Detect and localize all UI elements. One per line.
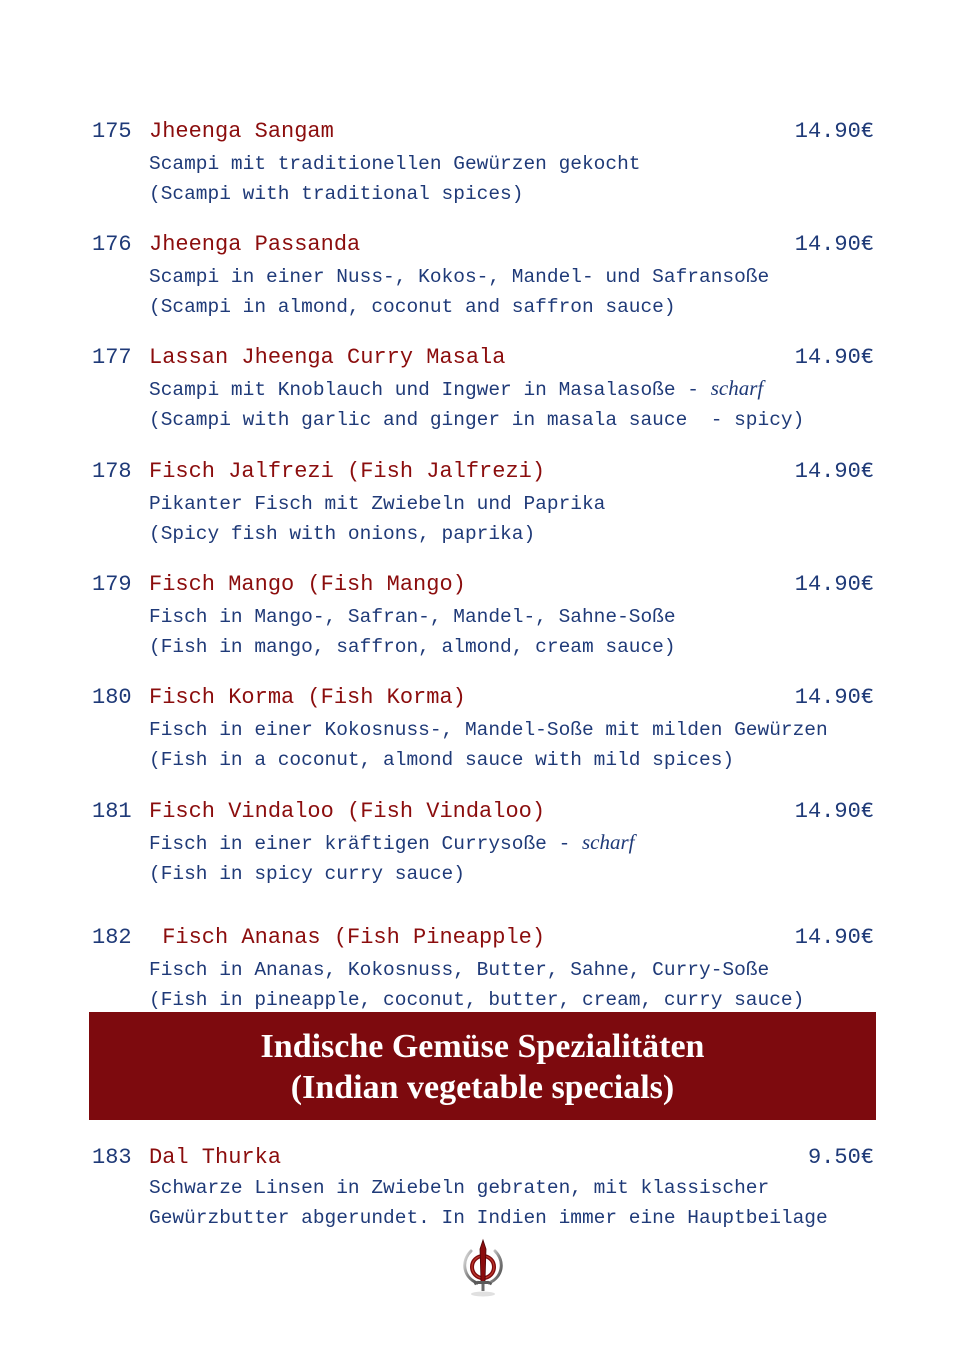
item-name: Fisch Vindaloo (Fish Vindaloo) [149, 799, 546, 824]
item-description-de: Schwarze Linsen in Zwiebeln gebraten, mit klassischer [149, 1177, 770, 1199]
item-number: 176 [92, 232, 132, 257]
menu-item [92, 569, 876, 662]
item-price: 14.90€ [794, 799, 874, 824]
item-price: 9.50€ [807, 1145, 874, 1170]
menu-item [92, 116, 876, 209]
item-name: Fisch Korma (Fish Korma) [149, 685, 466, 710]
item-number: 177 [92, 345, 132, 370]
item-description-en: (Scampi with garlic and ginger in masala sauce - spicy) [149, 408, 805, 431]
item-price: 14.90€ [794, 345, 874, 370]
menu-item [92, 922, 876, 1015]
khanda-emblem-icon [458, 1237, 508, 1297]
item-price: 14.90€ [794, 572, 874, 597]
menu-item [92, 796, 876, 889]
item-description-de: Fisch in einer Kokosnuss-, Mandel-Soße mit milden Gewürzen [149, 719, 828, 741]
item-number: 180 [92, 685, 132, 710]
spicy-label: scharf [581, 830, 635, 854]
item-number: 175 [92, 119, 132, 144]
item-name: Dal Thurka [149, 1145, 282, 1170]
item-price: 14.90€ [794, 232, 874, 257]
item-description-de-continued: Gewürzbutter abgerundet. In Indien immer eine Hauptbeilage [149, 1206, 828, 1229]
item-name: Fisch Mango (Fish Mango) [149, 572, 466, 597]
item-price: 14.90€ [794, 925, 874, 950]
item-price: 14.90€ [794, 685, 874, 710]
item-name: Fisch Jalfrezi (Fish Jalfrezi) [149, 459, 546, 484]
menu-item [92, 456, 876, 549]
item-number: 181 [92, 799, 132, 824]
item-number: 182 [92, 925, 132, 950]
spicy-label: scharf [710, 376, 764, 400]
item-description-en: (Fish in a coconut, almond sauce with mild spices) [149, 748, 735, 771]
section-title-de: Indische Gemüse Spezialitäten [260, 1028, 705, 1065]
item-description-en: (Fish in pineapple, coconut, butter, cream, curry sauce) [149, 988, 805, 1011]
item-price: 14.90€ [794, 459, 874, 484]
section-banner [89, 1012, 876, 1120]
item-name: Lassan Jheenga Curry Masala [149, 345, 506, 370]
item-name: Jheenga Sangam [149, 119, 334, 144]
item-description-de: Fisch in Ananas, Kokosnuss, Butter, Sahne, Curry-Soße [149, 959, 770, 981]
item-description-de: Scampi in einer Nuss-, Kokos-, Mandel- und Safransoße [149, 266, 770, 288]
item-description-de: Scampi mit traditionellen Gewürzen gekocht [149, 153, 641, 175]
item-description-de: Scampi mit Knoblauch und Ingwer in Masalasoße - scharf [149, 376, 764, 401]
item-description-de: Fisch in einer kräftigen Currysoße - scharf [149, 830, 635, 855]
item-description-en: (Spicy fish with onions, paprika) [149, 522, 536, 545]
item-description-de: Pikanter Fisch mit Zwiebeln und Paprika [149, 493, 606, 515]
item-number: 183 [92, 1145, 132, 1170]
menu-item [92, 682, 876, 775]
item-number: 179 [92, 572, 132, 597]
item-name: Jheenga Passanda [149, 232, 361, 257]
item-description-de: Fisch in Mango-, Safran-, Mandel-, Sahne-Soße [149, 606, 676, 628]
section-title-en: (Indian vegetable specials) [290, 1069, 675, 1106]
item-description-en: (Fish in mango, saffron, almond, cream sauce) [149, 635, 676, 658]
menu-item [92, 1142, 876, 1233]
item-description-en: (Fish in spicy curry sauce) [149, 862, 465, 885]
item-description-en: (Scampi with traditional spices) [149, 182, 524, 205]
item-description-en: (Scampi in almond, coconut and saffron sauce) [149, 295, 676, 318]
menu-item [92, 342, 876, 435]
item-name: Fisch Ananas (Fish Pineapple) [149, 925, 546, 950]
item-number: 178 [92, 459, 132, 484]
item-price: 14.90€ [794, 119, 874, 144]
menu-item [92, 229, 876, 322]
